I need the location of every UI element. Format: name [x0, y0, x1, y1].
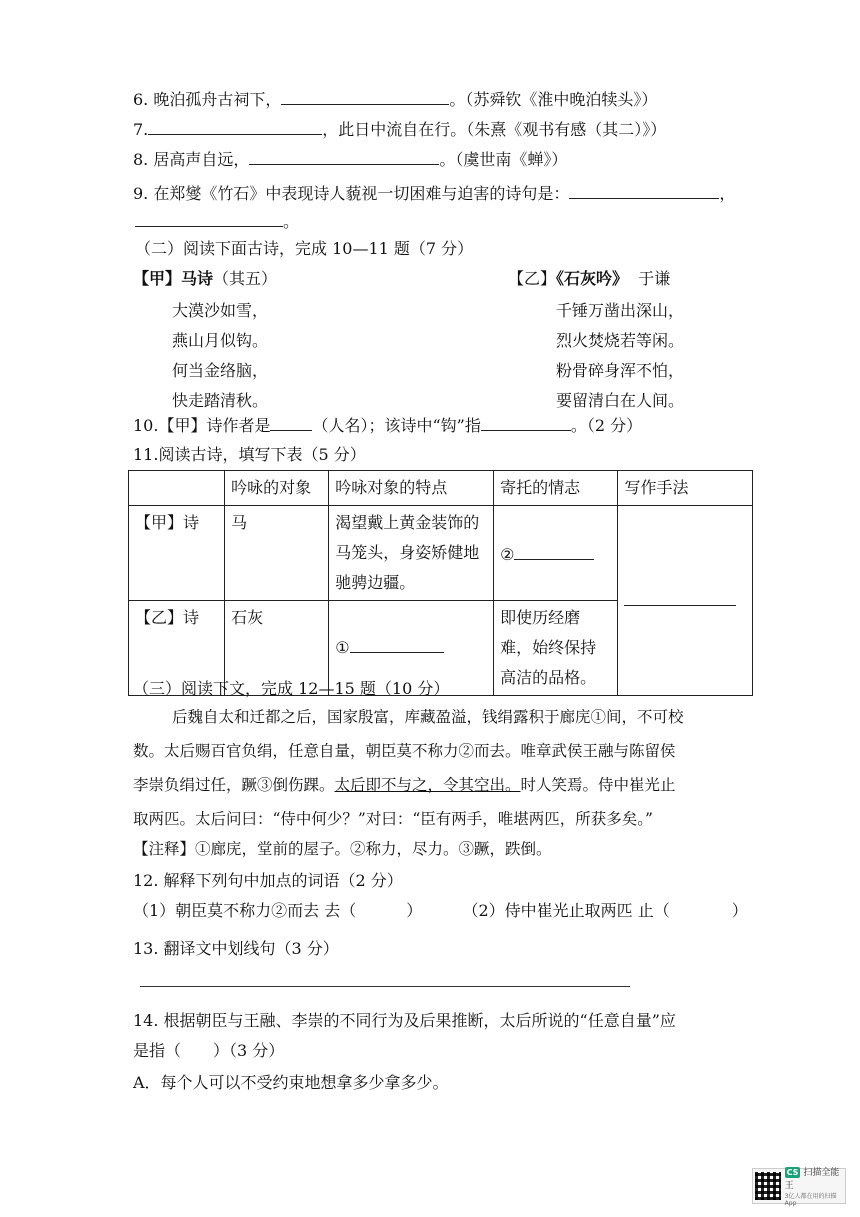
- answer-blank[interactable]: [148, 118, 322, 135]
- answer-blank[interactable]: [350, 636, 444, 653]
- question-9: 9. 在郑燮《竹石》中表现诗人藐视一切困难与迫害的诗句是： ，: [133, 184, 736, 203]
- question-10: 10.【甲】诗作者是 （人名）；该诗中“钩”指 。（2 分）: [133, 416, 643, 435]
- question-13-title: 13. 翻译文中划线句（3 分）: [133, 939, 339, 958]
- section-3-heading: （三）阅读下文，完成 12—15 题（10 分）: [133, 679, 450, 698]
- cs-logo: CS: [786, 1168, 799, 1177]
- table-header: [129, 471, 225, 506]
- row-label: 【乙】诗: [129, 601, 225, 696]
- answer-blank[interactable]: [135, 210, 283, 227]
- row-feature: ①: [329, 601, 494, 696]
- answer-blank[interactable]: [281, 88, 449, 105]
- section-2-heading: （二）阅读下面古诗，完成 10—11 题（7 分）: [135, 239, 474, 258]
- table-header: 寄托的情志: [494, 471, 618, 506]
- watermark-text: 扫描全能王: [784, 1168, 840, 1191]
- row-label: 【甲】诗: [129, 506, 225, 601]
- question-14-cont: 是指（ ）（3 分）: [133, 1041, 285, 1060]
- table-header: 吟咏对象的特点: [329, 471, 494, 506]
- poem-a-title: 【甲】马诗（其五）: [133, 269, 278, 288]
- poem-a-body: 大漠沙如雪， 燕山月似钩。 何当金络脑， 快走踏清秋。: [172, 301, 269, 410]
- table-header: 写作手法: [618, 471, 753, 506]
- answer-blank[interactable]: [514, 543, 594, 560]
- passage-line: 数。太后赐百官负绢，任意自量，朝臣莫不称力②而去。唯章武侯王融与陈留侯: [133, 742, 676, 760]
- question-6: 6. 晚泊孤舟古祠下， 。（苏舜钦《淮中晚泊犊头》）: [133, 90, 658, 109]
- answer-blank[interactable]: [270, 414, 312, 431]
- question-8: 8. 居高声自远， 。（虞世南《蝉》）: [133, 150, 568, 169]
- row-object: 石灰: [225, 601, 329, 696]
- analysis-table: [128, 470, 753, 696]
- table-row: [129, 506, 753, 601]
- option-a: A．每个人可以不受约束地想拿多少拿多少。: [133, 1073, 449, 1092]
- answer-blank[interactable]: [481, 414, 571, 431]
- row-emotion: 即使历经磨难，始终保持高洁的品格。: [494, 601, 618, 696]
- answer-blank[interactable]: [569, 182, 719, 199]
- question-11-title: 11.阅读古诗，填写下表（5 分）: [133, 445, 366, 464]
- passage-line: 取两匹。太后问曰：“侍中何少？”对曰：“臣有两手，唯堪两匹，所获多矣。”: [133, 810, 653, 828]
- question-12-title: 12. 解释下列句中加点的词语（2 分）: [133, 871, 403, 890]
- row-emotion: ②: [494, 506, 618, 601]
- qr-code-icon: [755, 1172, 781, 1200]
- row-feature: 渴望戴上黄金装饰的马笼头，身姿矫健地驰骋边疆。: [329, 506, 494, 601]
- underlined-sentence: 太后即不与之，令其空出。: [334, 776, 521, 794]
- passage-notes: 【注释】①廊庑，堂前的屋子。②称力，尽力。③蹶，跌倒。: [133, 840, 552, 858]
- passage-line: 李崇负绢过任，蹶③倒伤踝。太后即不与之，令其空出。时人笑焉。侍中崔光止: [133, 776, 676, 794]
- table-header-row: [129, 471, 753, 506]
- question-14: 14. 根据朝臣与王融、李崇的不同行为及后果推断，太后所说的“任意自量”应: [133, 1011, 676, 1030]
- watermark-subtext: 3亿人都在用的扫描App: [784, 1193, 837, 1207]
- answer-line[interactable]: [140, 986, 630, 987]
- scanner-watermark: [752, 1168, 846, 1207]
- table-header: 吟咏的对象: [225, 471, 329, 506]
- poem-b-body: 千锤万凿出深山， 烈火焚烧若等闲。 粉骨碎身浑不怕， 要留清白在人间。: [556, 301, 685, 410]
- passage-line: 后魏自太和迁都之后，国家殷富，库藏盈溢，钱绢露积于廊庑①间，不可校: [172, 708, 684, 726]
- question-12-items: （1）朝臣莫不称力②而去 去（ ） （2）侍中崔光止取两匹 止（ ）: [133, 901, 748, 920]
- question-7: 7. ，此日中流自在行。（朱熹《观书有感（其二）》）: [133, 120, 667, 139]
- technique-cell: [618, 506, 753, 696]
- answer-blank[interactable]: [249, 148, 439, 165]
- poem-b-title: 【乙】《石灰吟》 于谦: [508, 269, 671, 288]
- question-9-cont: 。: [135, 210, 299, 233]
- row-object: 马: [225, 506, 329, 601]
- answer-blank[interactable]: [624, 589, 736, 606]
